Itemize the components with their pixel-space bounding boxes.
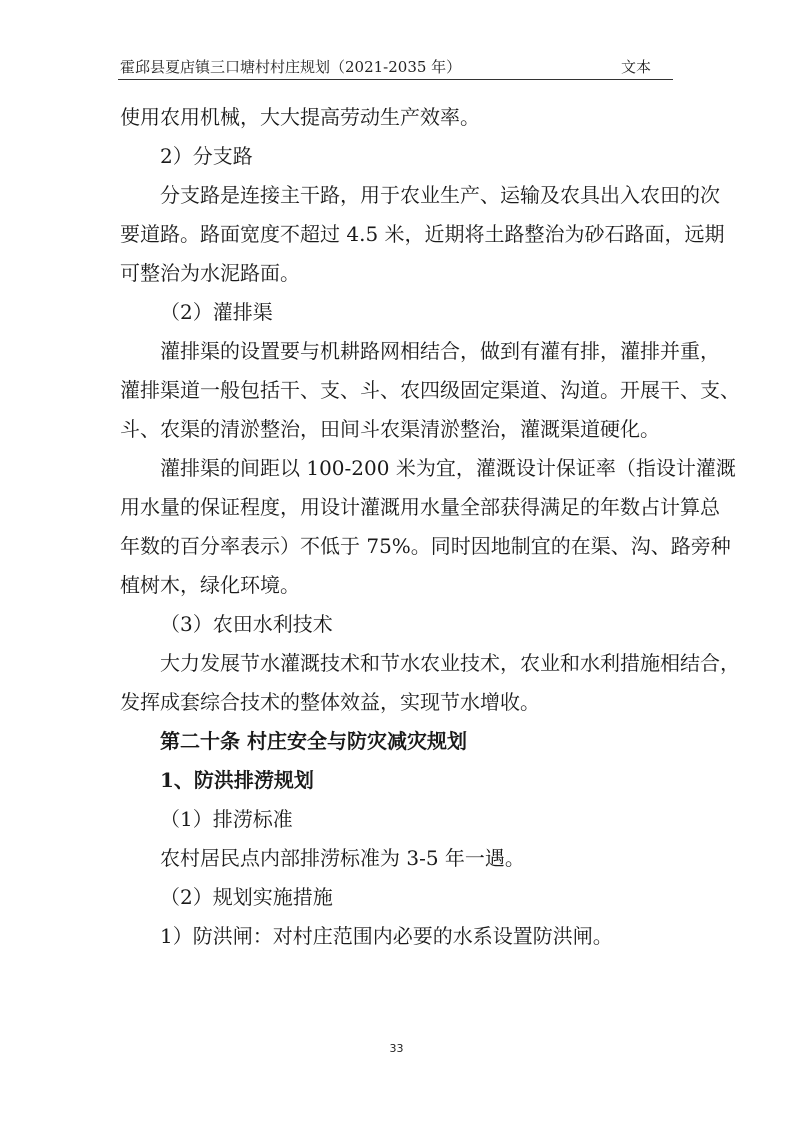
paragraph-line: 灌排渠道一般包括干、支、斗、农四级固定渠道、沟道。开展干、支、 (120, 378, 740, 402)
paragraph-line: 大力发展节水灌溉技术和节水农业技术，农业和水利措施相结合， (160, 651, 740, 675)
subheading: （1）排涝标准 (160, 807, 293, 831)
page-header (120, 55, 673, 79)
subheading: （2）规划实施措施 (160, 885, 333, 909)
subheading: （3）农田水利技术 (160, 612, 333, 636)
header-rule (118, 79, 673, 80)
document-body (120, 98, 740, 956)
paragraph-line: 年数的百分率表示）不低于 75%。同时因地制宜的在渠、沟、路旁种 (120, 534, 731, 558)
paragraph-line: 灌排渠的间距以 100-200 米为宜，灌溉设计保证率（指设计灌溉 (160, 456, 736, 480)
page-number: 33 (389, 1042, 404, 1055)
paragraph-line: 发挥成套综合技术的整体效益，实现节水增收。 (120, 690, 540, 714)
section-heading: 1、防洪排涝规划 (160, 768, 314, 792)
paragraph-line: 植树木，绿化环境。 (120, 573, 300, 597)
subheading: （2）灌排渠 (160, 300, 273, 324)
paragraph-line: 斗、农渠的清淤整治，田间斗农渠清淤整治，灌溉渠道硬化。 (120, 417, 660, 441)
article-heading: 第二十条 村庄安全与防灾减灾规划 (160, 729, 467, 753)
paragraph-line: 用水量的保证程度，用设计灌溉用水量全部获得满足的年数占计算总 (120, 495, 720, 519)
paragraph-line: 使用农用机械，大大提高劳动生产效率。 (120, 105, 480, 129)
paragraph-line: 灌排渠的设置要与机耕路网相结合，做到有灌有排，灌排并重， (160, 339, 720, 363)
paragraph-line: 要道路。路面宽度不超过 4.5 米，近期将土路整治为砂石路面，远期 (120, 222, 725, 246)
paragraph-line: 可整治为水泥路面。 (120, 261, 300, 285)
paragraph-line: 农村居民点内部排涝标准为 3-5 年一遇。 (160, 846, 525, 870)
document-title: 霍邱县夏店镇三口塘村村庄规划（2021-2035 年） (120, 58, 462, 76)
paragraph-line: 1）防洪闸：对村庄范围内必要的水系设置防洪闸。 (160, 924, 613, 948)
paragraph-line: 分支路是连接主干路，用于农业生产、运输及农具出入农田的次 (160, 183, 720, 207)
section-label: 文本 (620, 58, 651, 76)
subheading: 2）分支路 (160, 144, 253, 168)
